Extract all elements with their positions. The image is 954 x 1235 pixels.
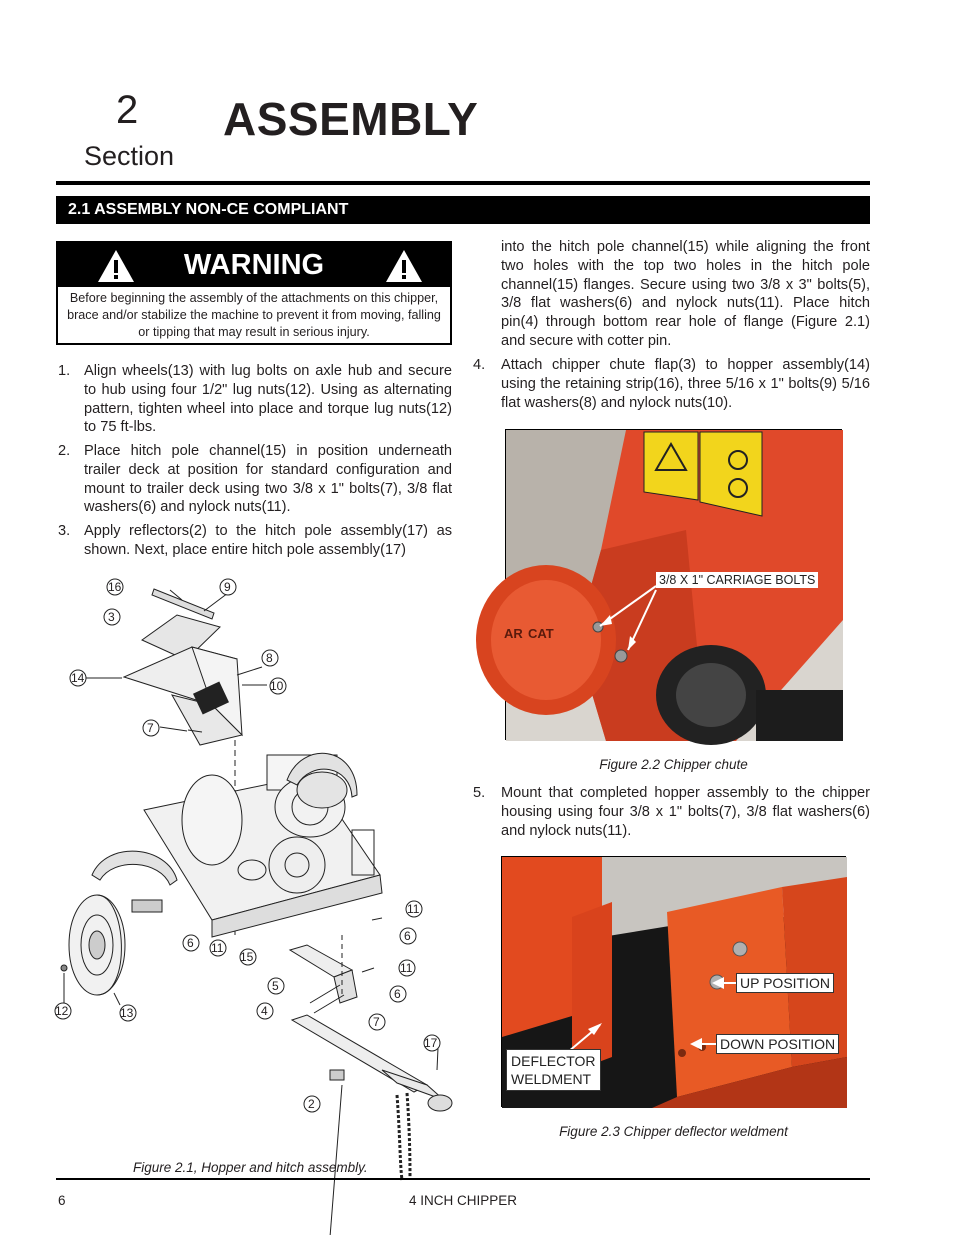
figure-caption: Figure 2.3 Chipper deflector weldment: [559, 1124, 788, 1139]
callout-14: 14: [71, 671, 85, 685]
subheading-bar: 2.1 ASSEMBLY NON-CE COMPLIANT: [56, 196, 870, 224]
up-position-label: UP POSITION: [736, 973, 834, 993]
step-text: Place hitch pole channel(15) in position underneath trailer deck at position for standard configuration and mount to trailer deck using two 3/8 x 1" bolts(7), 3/8 flat washers(6) and nylock nuts(11).: [84, 443, 452, 516]
step-text-continued: into the hitch pole channel(15) while aligning the front two holes with the top two holes in the hitch pole channel(15) flanges. Secure using two 3/8 x 3" bolts(5), 3/8 flat washers(6) and nylock nuts(11). Place hitch pin(4) through bottom rear hole of flange (Figure 2.1) and secure with cotter pin.: [501, 239, 870, 349]
title-rule: [56, 181, 870, 185]
callout-12: 12: [55, 1004, 69, 1018]
svg-text:AR: AR: [504, 626, 523, 641]
callout-7: 7: [373, 1015, 380, 1029]
down-position-label: DOWN POSITION: [716, 1034, 839, 1054]
callout-9: 9: [224, 580, 231, 594]
callout-4: 4: [261, 1004, 268, 1018]
figure-caption: Figure 2.2 Chipper chute: [599, 757, 748, 772]
callout-6: 6: [187, 936, 194, 950]
callout-10: 10: [270, 679, 284, 693]
carriage-bolts-label: 3/8 X 1" CARRIAGE BOLTS: [656, 572, 818, 588]
step-text: Apply reflectors(2) to the hitch pole assembly(17) as shown. Next, place entire hitch pole assembly(17): [84, 523, 452, 558]
hopper-hitch-exploded-diagram: [52, 575, 462, 1180]
footer-rule: [56, 1178, 870, 1180]
warning-header: [58, 243, 450, 287]
callout-5: 5: [272, 979, 279, 993]
callout-17: 17: [424, 1036, 438, 1050]
svg-text:CAT: CAT: [528, 626, 554, 641]
step-text: Attach chipper chute flap(3) to hopper assembly(14) using the retaining strip(16), three 5/16 x 1" bolts(9) 5/16 flat washers(8) and nylock nuts(10).: [501, 357, 870, 411]
deflector-weldment-photo: [501, 856, 846, 1107]
step-number: 1.: [58, 363, 71, 379]
step-text: Align wheels(13) with lug bolts on axle hub and secure to hub using four 1/2" lug nuts(12). Using as alternating pattern, tighten wheel into place and torque lug nuts(12) to 75 ft-lbs.: [84, 363, 452, 436]
callout-13: 13: [120, 1006, 134, 1020]
callout-6: 6: [404, 929, 411, 943]
step-number: 4.: [473, 357, 486, 373]
chipper-chute-photo: [505, 429, 842, 740]
warning-triangle-icon: [384, 248, 424, 284]
page-title: ASSEMBLY: [223, 93, 479, 145]
callout-11: 11: [211, 941, 224, 955]
callout-3: 3: [108, 610, 115, 624]
step-number: 3.: [58, 523, 71, 539]
callout-11: 11: [407, 902, 420, 916]
section-number: 2: [116, 88, 139, 132]
callout-6: 6: [394, 987, 401, 1001]
step-number: 5.: [473, 785, 486, 801]
section-label: Section: [84, 141, 175, 171]
callout-7: 7: [147, 721, 154, 735]
figure-caption: Figure 2.1, Hopper and hitch assembly.: [133, 1160, 368, 1175]
warning-label: WARNING: [183, 249, 325, 281]
step-text: Mount that completed hopper assembly to the chipper housing using four 3/8 x 1" bolts(7), 3/8 flat washers(6) and nylock nuts(11).: [501, 785, 870, 839]
page-number: 6: [58, 1193, 66, 1208]
deflector-label-line1: DEFLECTOR: [511, 1053, 596, 1069]
callout-15: 15: [240, 950, 254, 964]
callout-2: 2: [308, 1097, 315, 1111]
deflector-weldment-label: [506, 1049, 601, 1091]
footer-title: 4 INCH CHIPPER: [409, 1193, 518, 1208]
callout-11: 11: [400, 961, 413, 975]
warning-text: Before beginning the assembly of the attachments on this chipper, brace and/or stabilize the machine to prevent it from moving, falling or tipping that may result in serious injury.: [67, 291, 441, 339]
deflector-label-line2: WELDMENT: [511, 1071, 592, 1087]
warning-box: [56, 241, 452, 345]
callout-8: 8: [266, 651, 273, 665]
step-number: 2.: [58, 443, 71, 459]
callout-16: 16: [108, 580, 122, 594]
